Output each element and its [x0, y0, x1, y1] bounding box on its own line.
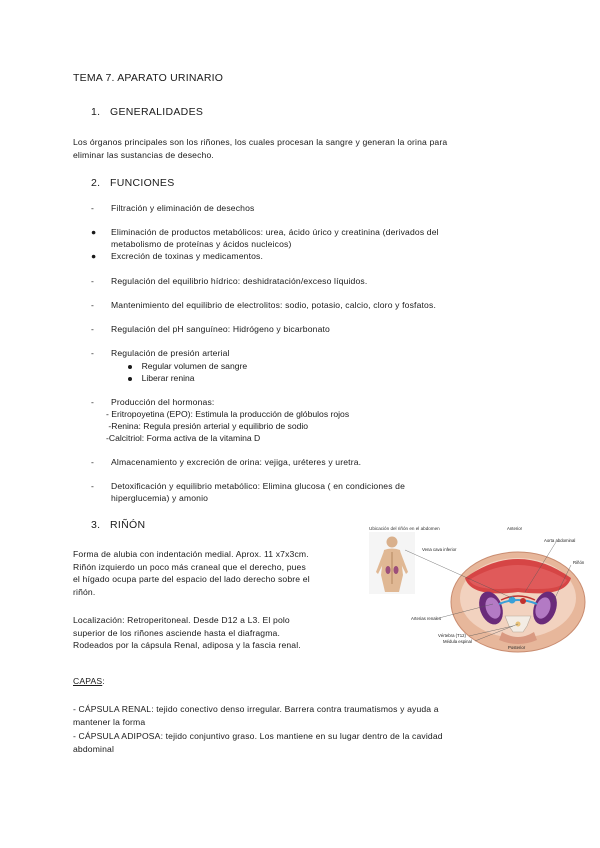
list-item: [91, 299, 531, 313]
text-line: - CÁPSULA ADIPOSA: tejido conjuntivo graso. Los mantiene en su lugar dentro de la cavidad: [73, 731, 443, 741]
capas-heading: [73, 675, 105, 688]
text-line: metabolismo de proteínas y ácidos nucleicos): [111, 239, 292, 249]
label-vena-cava: Vena cava inferior: [422, 547, 457, 552]
hormones-list: [106, 408, 526, 444]
section-number: 2.: [91, 177, 101, 189]
text-line: -Renina: Regula presión arterial y equilibrio de sodio: [106, 421, 309, 431]
rinon-localizacion-paragraph: [73, 614, 363, 652]
list-item-text: Producción del hormonas:: [111, 397, 215, 407]
sub-list-item: [128, 360, 247, 372]
list-item: [91, 226, 531, 252]
dash-marker: -: [91, 324, 95, 334]
text-line: el hígado ocupa parte del espacio del lado derecho sobre el: [73, 574, 310, 584]
text-line: riñón.: [73, 586, 96, 597]
capsula-adiposa-paragraph: [73, 730, 543, 755]
dash-marker: -: [91, 300, 95, 310]
list-item-text: Mantenimiento del equilibrio de electrolitos: sodio, potasio, calcio, cloro y fosfatos.: [111, 300, 436, 310]
section-heading-rinon: [91, 519, 145, 531]
abdomen-cross-section: [451, 552, 585, 652]
capas-heading-colon: :: [102, 676, 105, 686]
sub-item-text: Regular volumen de sangre: [141, 361, 248, 371]
list-item-text: Regulación de presión arterial: [111, 348, 230, 358]
bullet-dot: [128, 377, 132, 381]
section-title: FUNCIONES: [110, 177, 175, 189]
list-item: [91, 275, 531, 289]
list-item-text: Excreción de toxinas y medicamentos.: [111, 251, 264, 261]
label-posterior: Posterior: [508, 645, 526, 650]
dash-marker: -: [91, 203, 95, 213]
label-medula: Médula espinal: [443, 639, 472, 644]
label-anterior: Anterior: [507, 526, 523, 531]
list-item-text: Regulación del pH sanguíneo: Hidrógeno y bicarbonato: [111, 324, 330, 334]
text-line: Localización: Retroperitoneal. Desde D12 a L3. El polo: [73, 615, 290, 625]
section-number: 1.: [91, 106, 101, 118]
section-number: 3.: [91, 519, 101, 531]
label-rinon: Riñón: [573, 560, 585, 565]
section-title: GENERALIDADES: [110, 106, 204, 118]
label-arterias: Arterias renales: [411, 616, 442, 621]
kidney-location-figure: [365, 520, 587, 658]
text-line: mantener la forma: [73, 716, 146, 727]
text-line: - Eritropoyetina (EPO): Estimula la producción de glóbulos rojos: [106, 409, 350, 419]
text-line: Detoxificación y equilibrio metabólico: Elimina glucosa ( en condiciones de: [111, 481, 406, 491]
text-line: abdominal: [73, 743, 115, 754]
dash-marker: -: [91, 457, 95, 467]
bullet-marker: ●: [91, 227, 97, 237]
label-vertebra: Vértebra (T12): [438, 633, 466, 638]
text-line: eliminar las sustancias de desecho.: [73, 149, 214, 160]
list-item-text: Almacenamiento y excreción de orina: vejiga, uréteres y uretra.: [111, 457, 362, 467]
label-aorta: Aorta abdominal: [544, 538, 576, 543]
text-line: - CÁPSULA RENAL: tejido conectivo denso irregular. Barrera contra traumatismos y ayuda a: [73, 704, 439, 714]
text-line: hiperglucemia) y amonio: [111, 493, 209, 503]
bullet-marker: ●: [91, 251, 97, 261]
text-line: Riñón izquierdo un poco más craneal que el derecho, pues: [73, 561, 306, 572]
text-line: Forma de alubia con indentación medial. Aprox. 11 x7x3cm.: [73, 549, 309, 559]
list-item: [91, 250, 531, 264]
section-heading-funciones: [91, 177, 175, 189]
sub-list-item: [128, 372, 195, 384]
sub-item-text: Liberar renina: [141, 373, 195, 383]
list-item-text: Filtración y eliminación de desechos: [111, 203, 255, 213]
capas-heading-text: CAPAS: [73, 676, 103, 686]
list-item: [91, 456, 531, 470]
dash-marker: -: [91, 481, 95, 491]
capsula-renal-paragraph: [73, 703, 543, 728]
text-line: Rodeados por la cápsula Renal, adiposa y la fascia renal.: [73, 640, 301, 650]
list-item-text: Regulación del equilibrio hídrico: deshidratación/exceso líquidos.: [111, 276, 368, 286]
text-line: superior de los riñones asciende hasta el diafragma.: [73, 627, 281, 638]
bullet-dot: [128, 365, 132, 369]
dash-marker: -: [91, 348, 95, 358]
dash-marker: -: [91, 397, 95, 407]
figure-caption: Ubicación del riñón en el abdomen: [369, 526, 440, 531]
section-heading-generalidades: [91, 106, 203, 118]
dash-marker: -: [91, 276, 95, 286]
list-item: [91, 480, 531, 506]
generalidades-paragraph: [73, 136, 543, 161]
list-item: [91, 202, 531, 216]
section-title: RIÑÓN: [110, 519, 146, 531]
list-item: [91, 323, 531, 337]
rinon-forma-paragraph: [73, 548, 363, 598]
list-item: [91, 347, 531, 361]
document-title: TEMA 7. APARATO URINARIO: [73, 72, 224, 84]
text-line: Eliminación de productos metabólicos: urea, ácido úrico y creatinina (derivados del: [111, 227, 439, 237]
text-line: Los órganos principales son los riñones, los cuales procesan la sangre y generan la orina para: [73, 137, 448, 147]
text-line: -Calcitriol: Forma activa de la vitamina D: [106, 433, 261, 443]
